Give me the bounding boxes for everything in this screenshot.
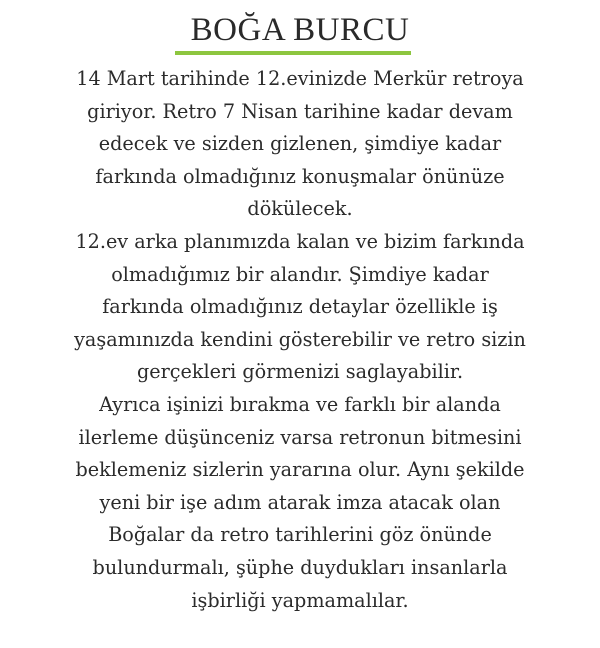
title-underline — [175, 51, 411, 55]
text-line: Ayrıca işinizi bırakma ve farklı bir alanda — [99, 392, 501, 416]
text-line: farkında olmadığınız konuşmalar önünüze — [95, 164, 505, 188]
text-line: 14 Mart tarihinde 12.evinizde Merkür retroya — [76, 67, 524, 90]
paragraph — [10, 389, 590, 617]
text-line: olmadığımız bir alandır. Şimdiye kadar — [111, 262, 489, 286]
article-body — [10, 63, 590, 617]
text-line: 12.ev arka planımızda kalan ve bizim farkında — [75, 229, 525, 253]
paragraph — [10, 226, 590, 389]
page-title: BOĞA BURCU — [190, 12, 410, 48]
text-line: gerçekleri görmenizi saglayabilir. — [136, 360, 464, 384]
text-line: bulundurmalı, şüphe duydukları insanlarla — [92, 555, 508, 579]
text-line: işbirliği yapmamalılar. — [191, 588, 409, 612]
text-line: dökülecek. — [247, 197, 353, 221]
text-line: giriyor. Retro 7 Nisan tarihine kadar devam — [87, 99, 513, 123]
text-line: beklemeniz sizlerin yararına olur. Aynı şekilde — [75, 458, 525, 482]
text-line: yaşamınızda kendini gösterebilir ve retro sizin — [74, 327, 526, 351]
text-line: yeni bir işe adım atarak imza atacak olan — [99, 490, 501, 514]
text-line: edecek ve sizden gizlenen, şimdiye kadar — [98, 132, 502, 156]
text-line: ilerleme düşünceniz varsa retronun bitmesini — [78, 425, 522, 449]
text-line: Boğalar da retro tarihlerini göz önünde — [108, 523, 492, 547]
paragraph — [10, 63, 590, 226]
text-line: farkında olmadığınız detaylar özellikle iş — [102, 295, 498, 319]
